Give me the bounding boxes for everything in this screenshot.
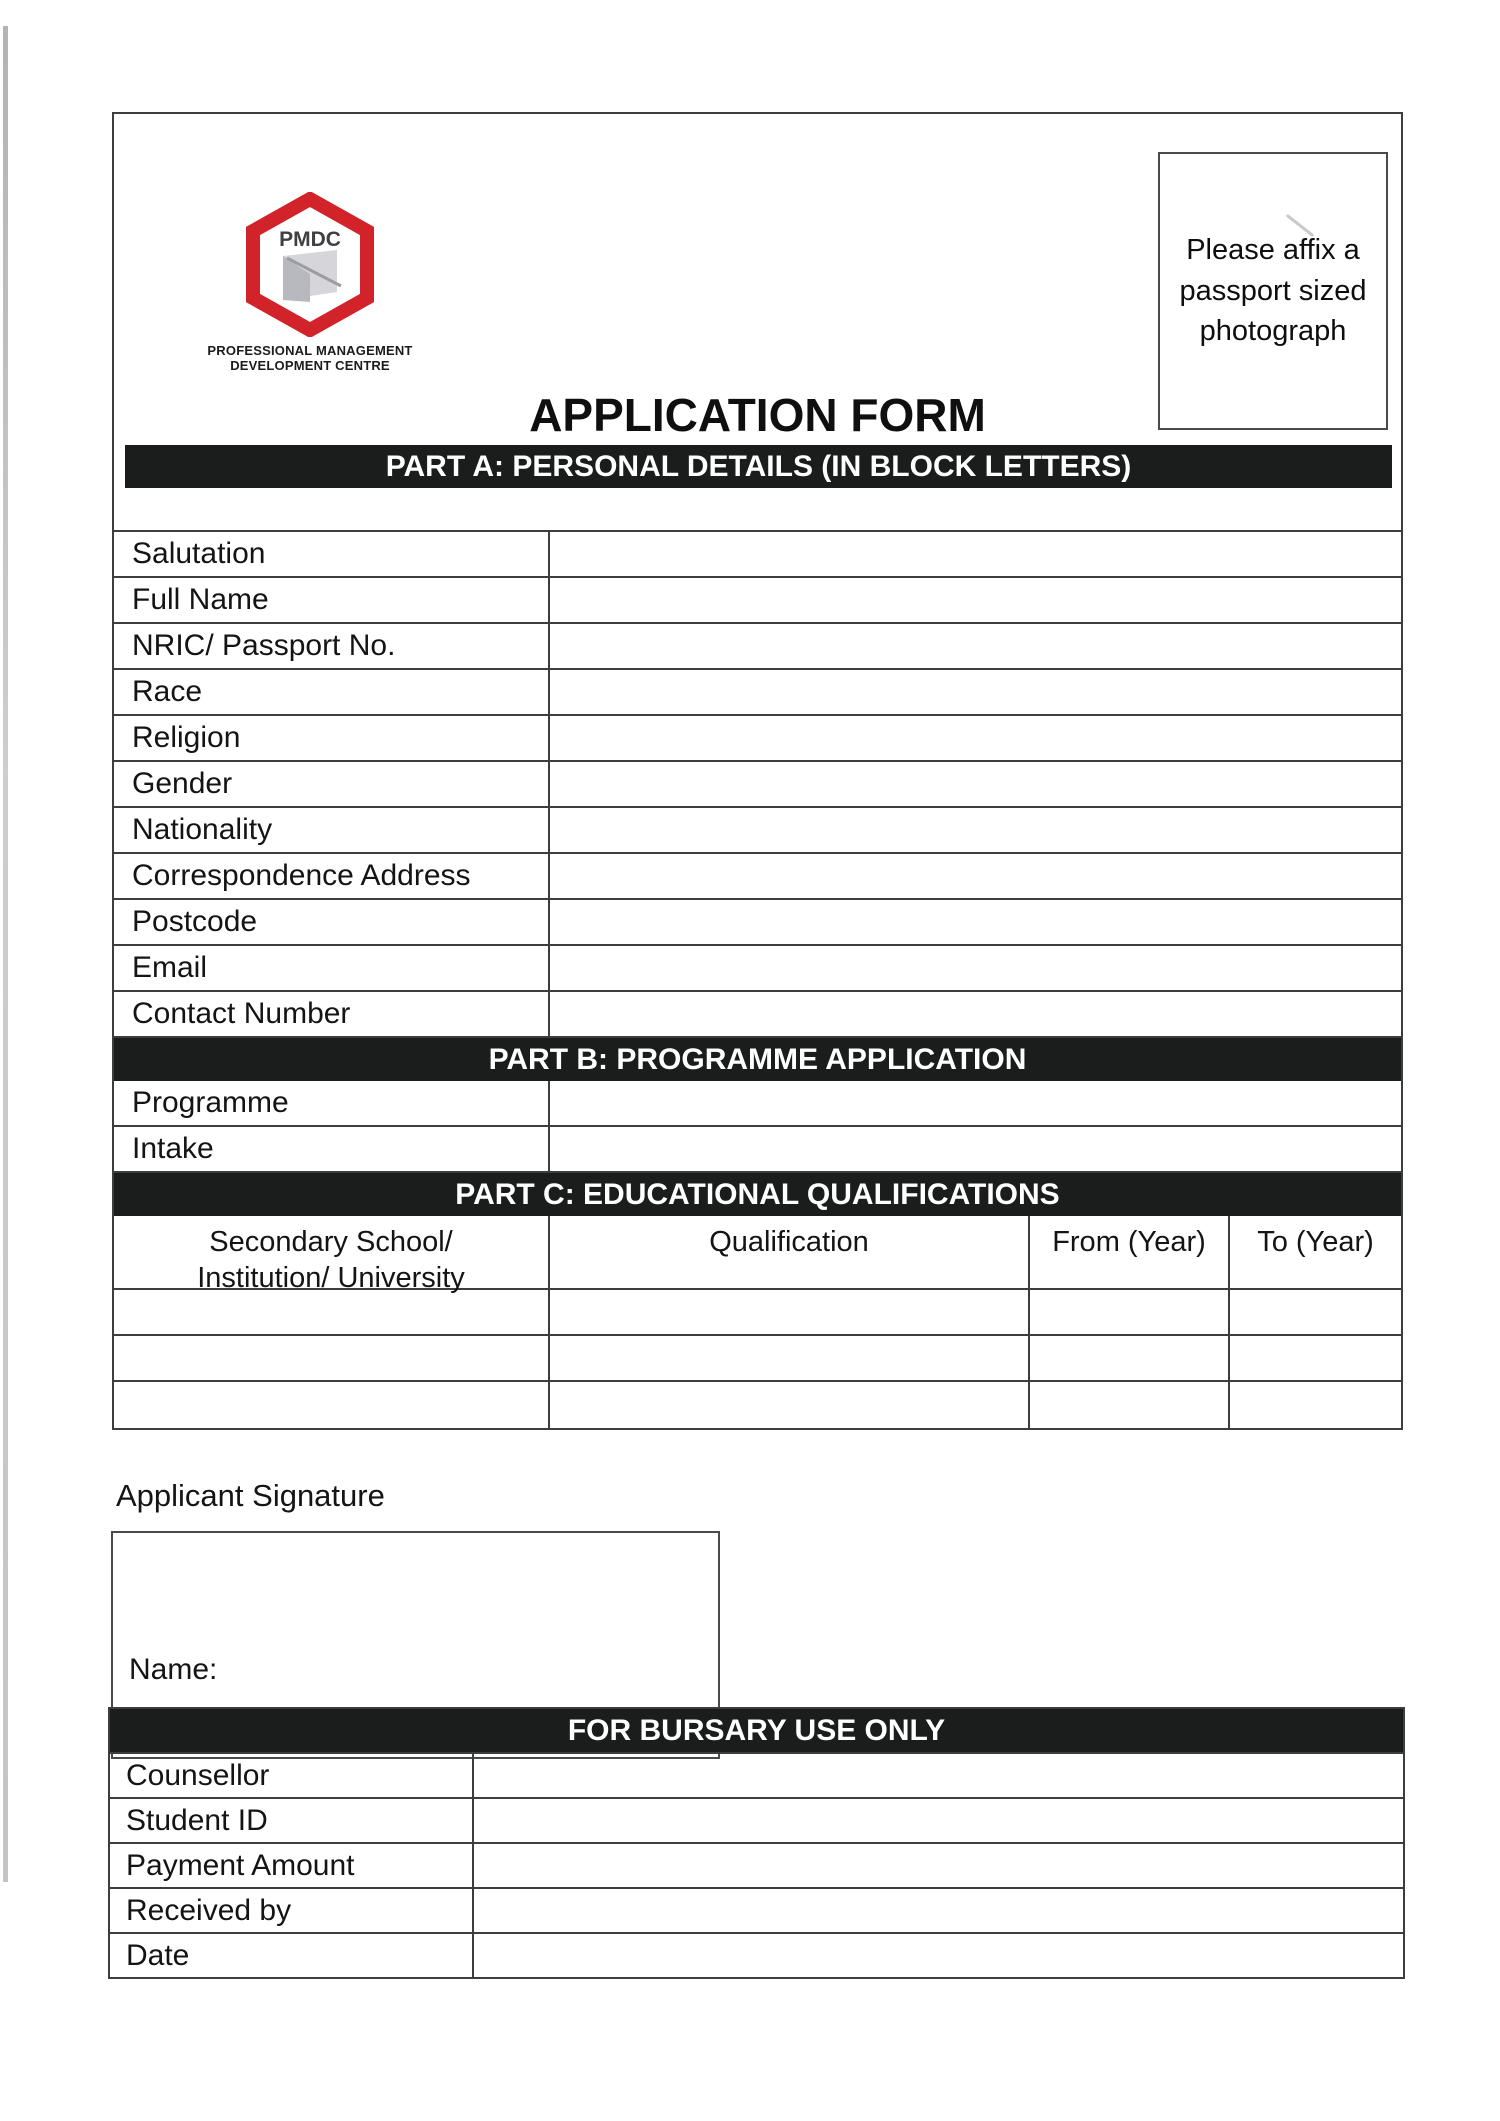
field-label: Student ID <box>110 1799 474 1842</box>
part-c-header: PART C: EDUCATIONAL QUALIFICATIONS <box>114 1173 1401 1216</box>
field-label: Counsellor <box>110 1754 474 1797</box>
field-value-cell <box>474 1934 1403 1977</box>
part-a-header: PART A: PERSONAL DETAILS (IN BLOCK LETTERS) <box>125 445 1392 488</box>
column-header-to-year: To (Year) <box>1257 1226 1374 1258</box>
empty-cell <box>550 1336 1030 1380</box>
empty-cell <box>114 1382 550 1428</box>
field-label: Programme <box>114 1081 550 1125</box>
empty-cell <box>1030 1290 1230 1334</box>
field-label: Contact Number <box>114 992 550 1036</box>
table-row-religion <box>114 716 1401 762</box>
empty-cell <box>1230 1290 1401 1334</box>
empty-cell <box>1230 1382 1401 1428</box>
part-b-header: PART B: PROGRAMME APPLICATION <box>114 1038 1401 1081</box>
empty-cell <box>114 1336 550 1380</box>
field-value-cell <box>474 1799 1403 1842</box>
table-row-student-id <box>110 1797 1403 1842</box>
table-row-contact-number <box>114 992 1401 1038</box>
logo-caption-line1: PROFESSIONAL MANAGEMENT <box>207 343 413 358</box>
field-label: Postcode <box>114 900 550 944</box>
table-row-salutation <box>114 532 1401 578</box>
field-value-cell <box>550 1081 1401 1125</box>
field-label: Full Name <box>114 578 550 622</box>
applicant-signature-label: Applicant Signature <box>116 1478 385 1513</box>
photo-affix-text: Please affix a passport sized photograph <box>1179 234 1367 348</box>
pmdc-acronym: PMDC <box>279 228 341 251</box>
qualifications-empty-row <box>114 1382 1401 1428</box>
field-value-cell <box>550 624 1401 668</box>
column-header-school <box>114 1216 550 1295</box>
pmdc-logo <box>190 192 430 374</box>
scan-edge-artifact <box>3 26 8 1882</box>
field-label: Correspondence Address <box>114 854 550 898</box>
field-value-cell <box>550 762 1401 806</box>
field-value-cell <box>550 578 1401 622</box>
table-row-race <box>114 670 1401 716</box>
field-label: Intake <box>114 1127 550 1171</box>
field-value-cell <box>550 532 1401 576</box>
table-row-correspondence-address <box>114 854 1401 900</box>
empty-cell <box>550 1290 1030 1334</box>
form-table <box>114 530 1401 1428</box>
empty-cell <box>114 1290 550 1334</box>
table-row-postcode <box>114 900 1401 946</box>
field-label: Religion <box>114 716 550 760</box>
table-row-nric-passport <box>114 624 1401 670</box>
form-outer-border <box>112 112 1403 1430</box>
field-value-cell <box>550 670 1401 714</box>
column-header-from-year: From (Year) <box>1030 1216 1230 1288</box>
field-label: Nationality <box>114 808 550 852</box>
field-value-cell <box>474 1889 1403 1932</box>
field-label: Date <box>110 1934 474 1977</box>
table-row-email <box>114 946 1401 992</box>
field-value-cell <box>550 946 1401 990</box>
field-value-cell <box>550 992 1401 1036</box>
table-row-payment-amount <box>110 1842 1403 1887</box>
field-value-cell <box>550 808 1401 852</box>
empty-cell <box>1230 1336 1401 1380</box>
empty-cell <box>550 1382 1030 1428</box>
field-value-cell <box>550 1127 1401 1171</box>
logo-caption <box>190 343 430 374</box>
bursary-header: FOR BURSARY USE ONLY <box>110 1709 1403 1752</box>
field-label: Gender <box>114 762 550 806</box>
empty-cell <box>1030 1336 1230 1380</box>
table-row-gender <box>114 762 1401 808</box>
table-row-full-name <box>114 578 1401 624</box>
form-header-area <box>114 114 1401 530</box>
column-header-school-line2: Institution/ University <box>197 1262 465 1295</box>
qualifications-empty-row <box>114 1336 1401 1382</box>
table-row-programme <box>114 1081 1401 1127</box>
table-row-date <box>110 1932 1403 1977</box>
field-label: Race <box>114 670 550 714</box>
field-label: NRIC/ Passport No. <box>114 624 550 668</box>
field-value-cell <box>474 1754 1403 1797</box>
field-label: Payment Amount <box>110 1844 474 1887</box>
empty-cell <box>1030 1382 1230 1428</box>
table-row-nationality <box>114 808 1401 854</box>
field-label: Received by <box>110 1889 474 1932</box>
qualifications-empty-row <box>114 1290 1401 1336</box>
table-row-intake <box>114 1127 1401 1173</box>
name-label: Name: <box>129 1653 218 1686</box>
table-row-received-by <box>110 1887 1403 1932</box>
field-label: Salutation <box>114 532 550 576</box>
field-value-cell <box>474 1844 1403 1887</box>
field-value-cell <box>550 900 1401 944</box>
table-row-counsellor <box>110 1752 1403 1797</box>
field-value-cell <box>550 716 1401 760</box>
column-header-qualification: Qualification <box>550 1216 1030 1288</box>
column-header-school-line1: Secondary School/ <box>209 1226 453 1258</box>
field-value-cell <box>550 854 1401 898</box>
logo-caption-line2: DEVELOPMENT CENTRE <box>230 358 390 374</box>
page-title: APPLICATION FORM <box>529 389 986 441</box>
qualifications-header-row <box>114 1216 1401 1295</box>
field-label: Email <box>114 946 550 990</box>
pmdc-hexagon-icon <box>244 192 376 337</box>
bursary-section <box>108 1707 1405 1979</box>
